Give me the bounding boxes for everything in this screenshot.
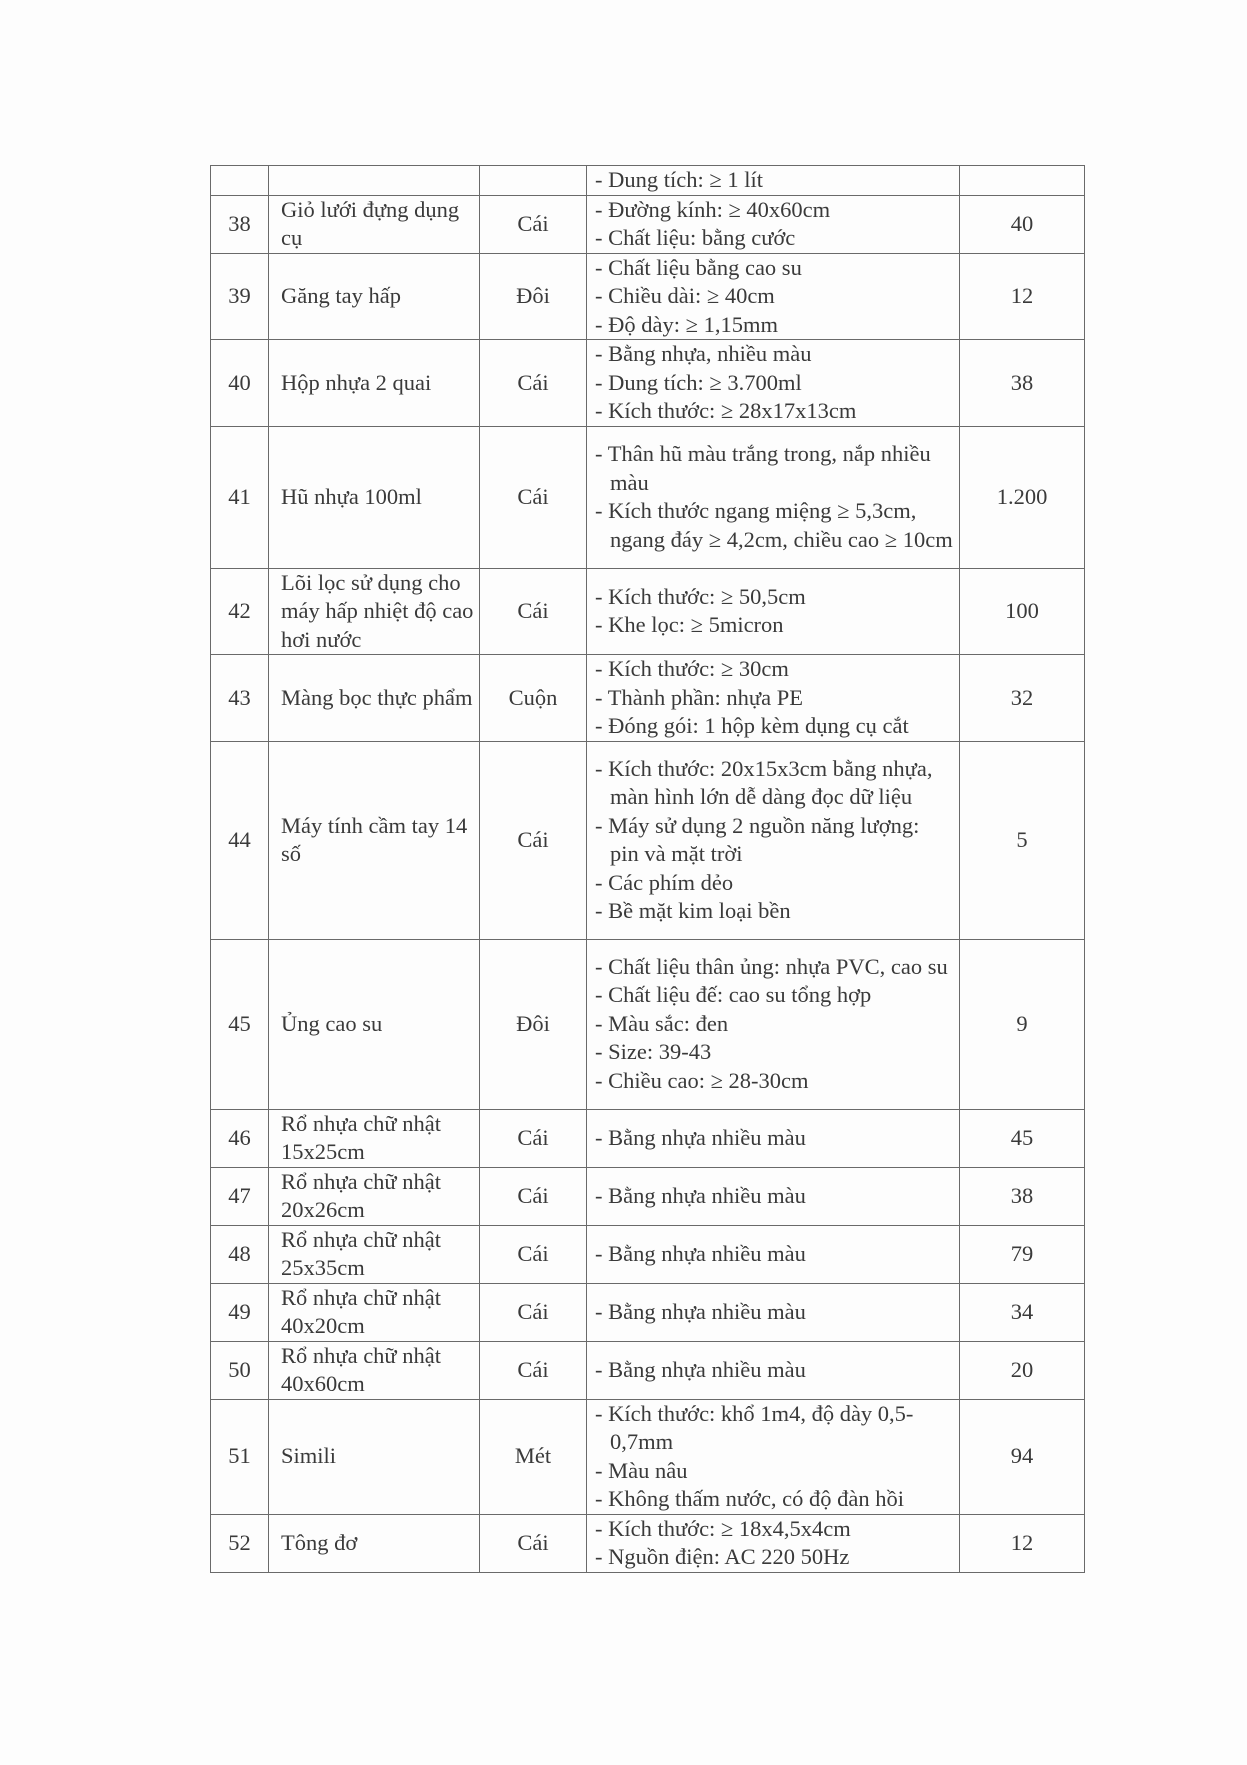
spec-line: - Màu nâu [595,1457,688,1483]
spec-line: - Chiều cao: ≥ 28-30cm [595,1067,809,1093]
cell-no: 47 [211,1167,269,1225]
cell-qty: 12 [960,253,1085,340]
table-row [211,1109,1085,1167]
cell-unit: Cái [480,1225,587,1283]
cell-qty: 32 [960,655,1085,742]
table-row [211,195,1085,253]
spec-line: - Chất liệu đế: cao su tổng hợp [595,982,872,1008]
cell-name: Hũ nhựa 100ml [269,426,480,568]
spec-line: - Đường kính: ≥ 40x60cm [595,196,831,222]
spec-line: - Kích thước: ≥ 50,5cm [595,583,806,609]
spec-line: - Máy sử dụng 2 nguồn năng lượng: pin và mặt trời [595,812,920,866]
cell-name: Máy tính cầm tay 14 số [269,741,480,939]
table-row [211,939,1085,1109]
cell-qty: 1.200 [960,426,1085,568]
spec-line: - Đóng gói: 1 hộp kèm dụng cụ cắt [595,713,909,738]
spec-line: - Không thấm nước, có độ đàn hồi [595,1486,905,1511]
cell-name: Rổ nhựa chữ nhật 20x26cm [269,1167,480,1225]
spec-line: - Chất liệu bằng cao su [595,254,802,280]
cell-spec [587,939,960,1109]
cell-spec [587,166,960,196]
cell-name: Màng bọc thực phẩm [269,655,480,742]
cell-qty: 12 [960,1514,1085,1572]
cell-spec [587,1167,960,1225]
cell-spec [587,1341,960,1399]
cell-name: Rổ nhựa chữ nhật 25x35cm [269,1225,480,1283]
cell-qty: 100 [960,568,1085,655]
cell-spec [587,1399,960,1514]
cell-no: 40 [211,340,269,427]
spec-line: - Chất liệu thân ủng: nhựa PVC, cao su [595,953,948,979]
cell-name [269,166,480,196]
cell-name: Rổ nhựa chữ nhật 40x60cm [269,1341,480,1399]
spec-line: - Bằng nhựa nhiều màu [595,1356,806,1382]
cell-qty: 40 [960,195,1085,253]
table-row [211,1341,1085,1399]
cell-unit: Cái [480,741,587,939]
cell-qty: 5 [960,741,1085,939]
table-row [211,1399,1085,1514]
spec-line: - Dung tích: ≥ 3.700ml [595,369,802,395]
spec-line: - Kích thước: khổ 1m4, độ dày 0,5-0,7mm [595,1400,914,1454]
spec-line: - Kích thước ngang miệng ≥ 5,3cm, ngang đáy ≥ 4,2cm, chiều cao ≥ 10cm [595,498,953,552]
cell-unit: Cái [480,1167,587,1225]
cell-no [211,166,269,196]
cell-name: Lõi lọc sử dụng cho máy hấp nhiệt độ cao hơi nước [269,568,480,655]
cell-unit: Mét [480,1399,587,1514]
cell-no: 43 [211,655,269,742]
spec-line: - Kích thước: ≥ 30cm [595,656,789,681]
cell-qty: 94 [960,1399,1085,1514]
cell-no: 48 [211,1225,269,1283]
equipment-table [210,165,1085,1573]
cell-spec [587,340,960,427]
cell-spec [587,195,960,253]
spec-line: - Màu sắc: đen [595,1010,729,1036]
spec-line: - Thành phần: nhựa PE [595,684,803,710]
spec-line: - Độ dày: ≥ 1,15mm [595,311,778,337]
table-row [211,1514,1085,1572]
cell-no: 52 [211,1514,269,1572]
cell-spec [587,655,960,742]
spec-line: - Size: 39-43 [595,1039,712,1065]
cell-unit: Cuộn [480,655,587,742]
spec-line: - Bằng nhựa nhiều màu [595,1182,806,1208]
cell-unit: Cái [480,340,587,427]
cell-spec [587,426,960,568]
table-row [211,655,1085,742]
cell-unit: Cái [480,1341,587,1399]
spec-line: - Chất liệu: bằng cước [595,225,796,250]
cell-no: 50 [211,1341,269,1399]
cell-no: 46 [211,1109,269,1167]
cell-name: Ủng cao su [269,939,480,1109]
cell-qty: 20 [960,1341,1085,1399]
cell-no: 38 [211,195,269,253]
cell-qty: 45 [960,1109,1085,1167]
cell-name: Găng tay hấp [269,253,480,340]
table-row [211,1283,1085,1341]
table-row [211,1225,1085,1283]
cell-name: Giỏ lưới đựng dụng cụ [269,195,480,253]
spec-line: - Dung tích: ≥ 1 lít [595,167,763,192]
cell-unit: Cái [480,1283,587,1341]
spec-line: - Bằng nhựa nhiều màu [595,1298,806,1324]
spec-line: - Chiều dài: ≥ 40cm [595,283,775,308]
cell-spec [587,568,960,655]
table-row [211,340,1085,427]
cell-name: Rổ nhựa chữ nhật 15x25cm [269,1109,480,1167]
cell-no: 49 [211,1283,269,1341]
spec-line: - Bằng nhựa nhiều màu [595,1124,806,1150]
cell-unit [480,166,587,196]
cell-no: 44 [211,741,269,939]
cell-spec [587,1514,960,1572]
cell-unit: Cái [480,1514,587,1572]
spec-line: - Nguồn điện: AC 220 50Hz [595,1544,850,1569]
cell-qty: 38 [960,1167,1085,1225]
cell-qty: 38 [960,340,1085,427]
cell-no: 39 [211,253,269,340]
cell-name: Rổ nhựa chữ nhật 40x20cm [269,1283,480,1341]
spec-line: - Bề mặt kim loại bền [595,898,791,923]
cell-no: 45 [211,939,269,1109]
cell-qty: 34 [960,1283,1085,1341]
table-row [211,253,1085,340]
spec-line: - Kích thước: ≥ 28x17x13cm [595,398,857,423]
cell-qty [960,166,1085,196]
cell-spec [587,253,960,340]
spec-line: - Bằng nhựa nhiều màu [595,1240,806,1266]
table-row-continuation [211,166,1085,196]
cell-name: Simili [269,1399,480,1514]
cell-unit: Cái [480,426,587,568]
cell-no: 41 [211,426,269,568]
cell-spec [587,1283,960,1341]
table-row [211,1167,1085,1225]
cell-spec [587,1109,960,1167]
cell-unit: Đôi [480,939,587,1109]
cell-spec [587,741,960,939]
table-row [211,568,1085,655]
cell-unit: Cái [480,1109,587,1167]
cell-spec [587,1225,960,1283]
spec-line: - Thân hũ màu trắng trong, nắp nhiều màu [595,441,931,495]
cell-qty: 9 [960,939,1085,1109]
cell-name: Tông đơ [269,1514,480,1572]
cell-name: Hộp nhựa 2 quai [269,340,480,427]
table-row [211,741,1085,939]
cell-no: 42 [211,568,269,655]
spec-line: - Khe lọc: ≥ 5micron [595,612,784,638]
cell-no: 51 [211,1399,269,1514]
spec-line: - Bằng nhựa, nhiều màu [595,341,812,366]
cell-qty: 79 [960,1225,1085,1283]
table-row [211,426,1085,568]
spec-line: - Kích thước: ≥ 18x4,5x4cm [595,1515,851,1541]
spec-line: - Các phím dẻo [595,869,734,895]
cell-unit: Cái [480,195,587,253]
cell-unit: Đôi [480,253,587,340]
spec-line: - Kích thước: 20x15x3cm bằng nhựa, màn hình lớn dễ dàng đọc dữ liệu [595,755,933,809]
cell-unit: Cái [480,568,587,655]
